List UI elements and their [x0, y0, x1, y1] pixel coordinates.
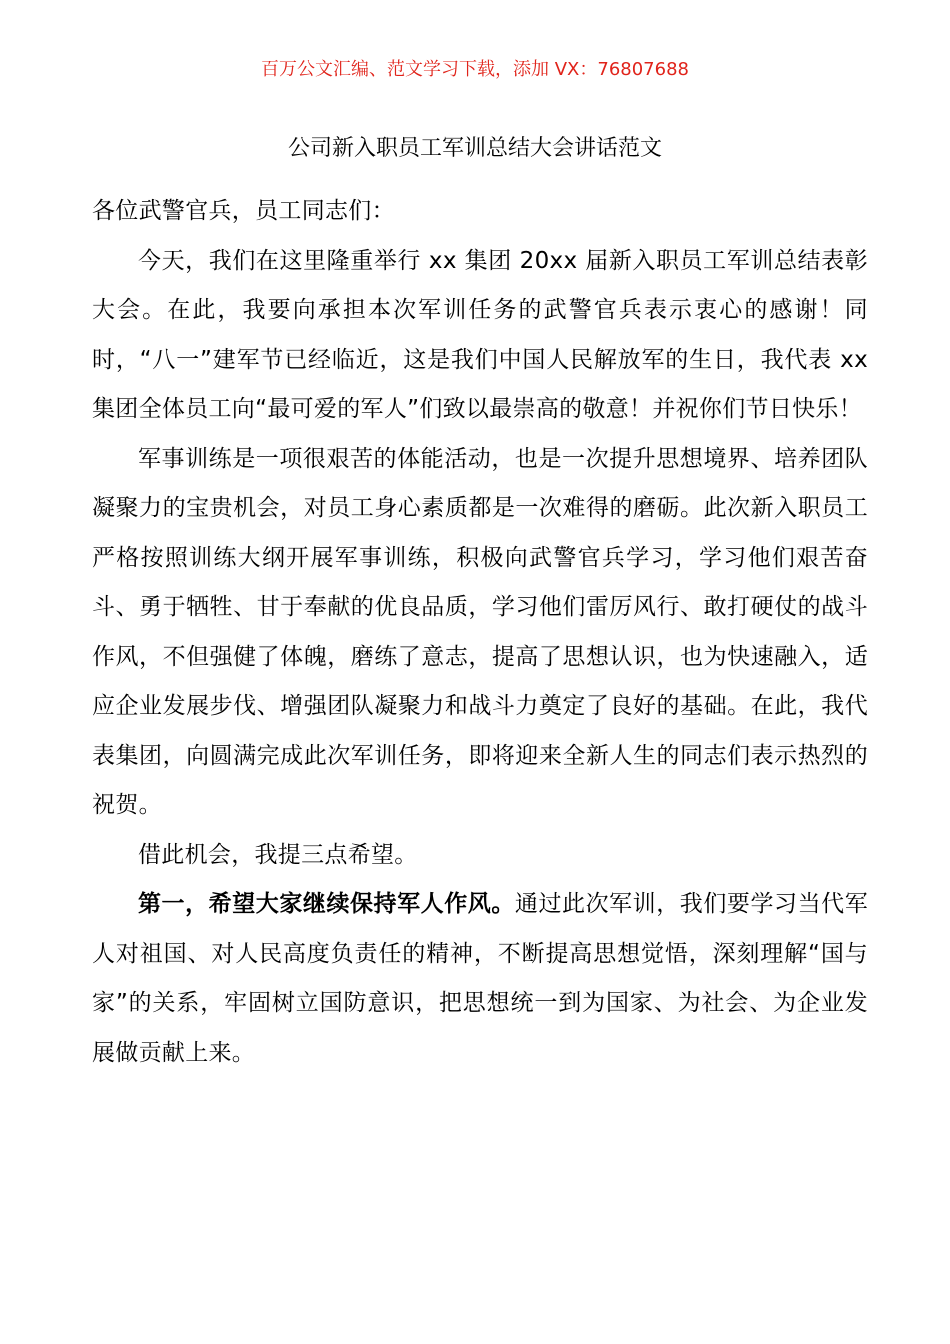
header-watermark-note: 百万公文汇编、范文学习下载，添加 VX：76807688: [261, 59, 689, 80]
salutation: 各位武警官兵，员工同志们：: [92, 198, 395, 224]
document-body: [92, 187, 868, 1078]
first-hope-lead: 第一，希望大家继续保持军人作风。: [138, 891, 515, 917]
paragraph-military-training: 军事训练是一项很艰苦的体能活动，也是一次提升思想境界、培养团队凝聚力的宝贵机会，对员工身心素质都是一次难得的磨砺。此次新入职员工严格按照训练大纲开展军事训练，积极向武警官兵学习，学习他们艰苦奋斗、勇于牺牲、甘于奉献的优良品质，学习他们雷厉风行、敢打硬仗的战斗作风，不但强健了体魄，磨练了意志，提高了思想认识，也为快速融入，适应企业发展步伐、增强团队凝聚力和战斗力奠定了良好的基础。在此，我代表集团，向圆满完成此次军训任务，即将迎来全新人生的同志们表示热烈的祝贺。: [92, 445, 868, 818]
first-hope-text: 通过此次军训，我们要学习当代军人对祖国、对人民高度负责任的精神，不断提高思想觉悟，深刻理解“国与家”的关系，牢固树立国防意识，把思想统一到为国家、为社会、为企业发展做贡献上来。: [92, 891, 868, 1066]
paragraph-first-hope: [92, 880, 868, 1078]
paragraph-opening: 今天，我们在这里隆重举行 xx 集团 20xx 届新入职员工军训总结表彰大会。在此，我要向承担本次军训任务的武警官兵表示衷心的感谢！同时，“八一”建军节已经临近，这是我们中国人民解放军的生日，我代表 xx 集团全体员工向“最可爱的军人”们致以最崇高的敬意！并祝你们节日快乐！: [92, 247, 868, 422]
paragraph-three-hopes: 借此机会，我提三点希望。: [138, 841, 418, 868]
document-title: 公司新入职员工军训总结大会讲话范文: [287, 136, 662, 161]
